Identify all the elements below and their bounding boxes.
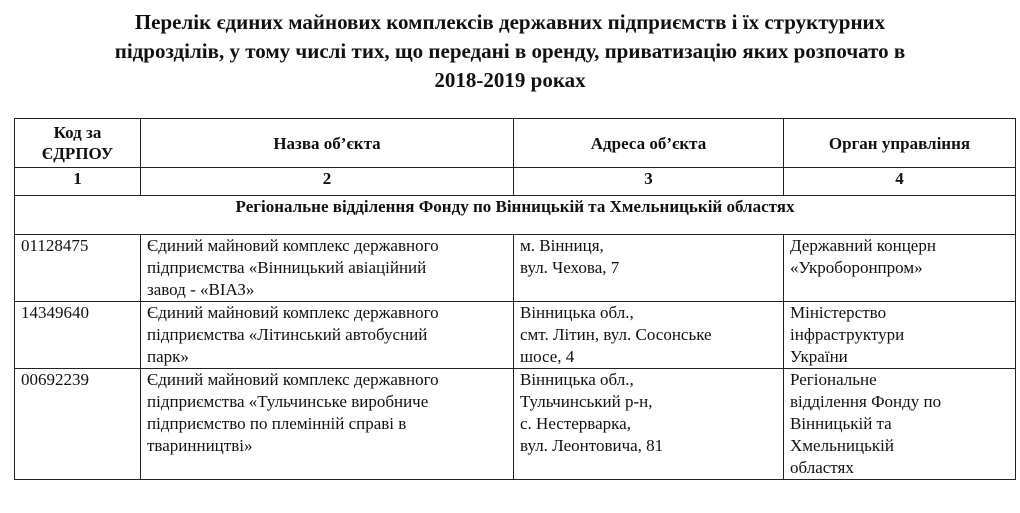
column-number: 3	[514, 168, 784, 196]
cell-line: шосе, 4	[520, 347, 575, 366]
cell-name	[141, 235, 514, 302]
cell-address	[514, 302, 784, 369]
cell-authority	[784, 369, 1016, 480]
cell-line: підприємства «Літинський автобусний	[147, 325, 428, 344]
cell-line: відділення Фонду по	[790, 392, 942, 411]
cell-line: Вінницька обл.,	[520, 303, 634, 322]
column-number: 1	[15, 168, 141, 196]
column-number: 2	[141, 168, 514, 196]
cell-line: м. Вінниця,	[520, 236, 604, 255]
table-row	[15, 235, 1016, 302]
cell-line: смт. Літин, вул. Сосонське	[520, 325, 712, 344]
table-row	[15, 302, 1016, 369]
title-line: підрозділів, у тому числі тих, що передані в оренду, приватизацію яких розпочато в	[114, 39, 906, 63]
cell-name	[141, 369, 514, 480]
cell-line: вул. Чехова, 7	[520, 258, 620, 277]
cell-line: Тульчинський р-н,	[520, 392, 653, 411]
privatization-table	[14, 118, 1016, 480]
column-number-row	[15, 168, 1016, 196]
cell-line: Державний концерн	[790, 236, 936, 255]
cell-line: Міністерство	[790, 303, 887, 322]
cell-line: «Укроборонпром»	[790, 258, 923, 277]
cell-line: Єдиний майновий комплекс державного	[147, 236, 439, 255]
cell-code: 00692239	[15, 369, 141, 480]
header-name	[141, 119, 514, 168]
cell-address	[514, 235, 784, 302]
cell-line: Єдиний майновий комплекс державного	[147, 370, 439, 389]
cell-authority	[784, 235, 1016, 302]
column-number: 4	[784, 168, 1016, 196]
cell-line: вул. Леонтовича, 81	[520, 436, 664, 455]
cell-authority	[784, 302, 1016, 369]
cell-line: Єдиний майновий комплекс державного	[147, 303, 439, 322]
cell-line: Хмельницькій	[790, 436, 894, 455]
header-authority-line: Орган управління	[828, 133, 971, 153]
header-code-line: Код за	[53, 123, 102, 142]
cell-code: 01128475	[15, 235, 141, 302]
header-address-line: Адреса об’єкта	[590, 133, 707, 153]
header-address	[514, 119, 784, 168]
cell-line: України	[790, 347, 848, 366]
region-row	[15, 196, 1016, 235]
cell-address	[514, 369, 784, 480]
table-row	[15, 369, 1016, 480]
document-title	[20, 8, 1000, 95]
cell-line: підприємства «Вінницький авіаційний	[147, 258, 427, 277]
table-header-row	[15, 119, 1016, 168]
cell-line: завод - «ВІАЗ»	[147, 280, 255, 299]
cell-name	[141, 302, 514, 369]
cell-line: парк»	[147, 347, 189, 366]
cell-line: с. Нестерварка,	[520, 414, 631, 433]
header-authority	[784, 119, 1016, 168]
cell-line: Вінницькій та	[790, 414, 892, 433]
cell-line: підприємства «Тульчинське виробниче	[147, 392, 429, 411]
cell-line: Вінницька обл.,	[520, 370, 634, 389]
title-line: Перелік єдиних майнових комплексів державних підприємств і їх структурних	[134, 10, 886, 34]
region-heading: Регіональне відділення Фонду по Вінницькій та Хмельницькій областях	[15, 196, 1016, 235]
header-name-line: Назва об’єкта	[273, 133, 381, 153]
cell-code: 14349640	[15, 302, 141, 369]
cell-line: інфраструктури	[790, 325, 905, 344]
cell-line: підприємство по племінній справі в	[147, 414, 407, 433]
cell-line: Регіональне	[790, 370, 877, 389]
cell-line: тваринництві»	[147, 436, 253, 455]
cell-line: областях	[790, 458, 854, 477]
title-line: 2018-2019 роках	[434, 68, 586, 92]
header-code	[15, 119, 141, 168]
header-code-line: ЄДРПОУ	[41, 144, 114, 163]
